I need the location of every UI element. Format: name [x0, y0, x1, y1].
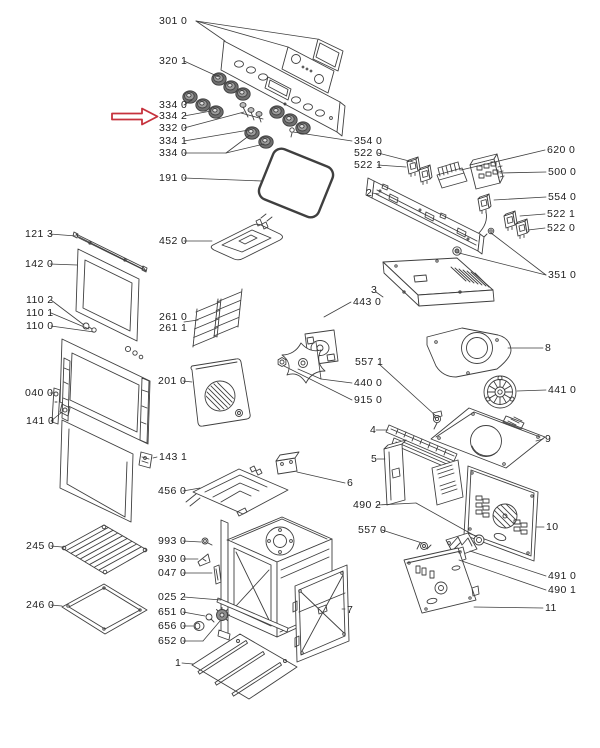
- part-number-620-0: 620 0: [547, 144, 576, 156]
- part-number-652-0: 652 0: [158, 635, 187, 647]
- part-number-490-2: 490 2: [353, 499, 382, 511]
- item-number-6: 6: [347, 477, 354, 489]
- part-number-110-1: 110 1: [26, 307, 54, 319]
- part-number-143-1: 143 1: [159, 451, 188, 463]
- part-number-491-0: 491 0: [548, 570, 577, 582]
- part-number-334-0: 334 0: [159, 147, 188, 159]
- part-number-930-0: 930 0: [158, 553, 187, 565]
- part-number-557-0: 557 0: [358, 524, 387, 536]
- item-number-7: 7: [347, 604, 354, 616]
- part-number-500-0: 500 0: [548, 166, 577, 178]
- part-number-261-1: 261 1: [159, 322, 188, 334]
- item-number-8: 8: [545, 342, 552, 354]
- part-number-121-3: 121 3: [25, 228, 54, 240]
- part-number-301-0: 301 0: [159, 15, 188, 27]
- item-number-11: 11: [545, 602, 557, 614]
- part-number-191-0: 191 0: [159, 172, 188, 184]
- part-number-047-0: 047 0: [158, 567, 187, 579]
- part-number-261-0: 261 0: [159, 311, 188, 323]
- item-number-3: 3: [371, 284, 378, 296]
- part-number-522-0: 522 0: [354, 147, 383, 159]
- item-number-2: 2: [366, 187, 373, 199]
- part-number-201-0: 201 0: [158, 375, 187, 387]
- part-number-443-0: 443 0: [353, 296, 382, 308]
- part-number-246-0: 246 0: [26, 599, 55, 611]
- part-number-025-2: 025 2: [158, 591, 187, 603]
- part-number-522-1: 522 1: [547, 208, 576, 220]
- part-number-245-0: 245 0: [26, 540, 55, 552]
- part-number-452-0: 452 0: [159, 235, 188, 247]
- part-number-522-1: 522 1: [354, 159, 383, 171]
- part-number-141-0: 141 0: [26, 415, 55, 427]
- part-number-993-0: 993 0: [158, 535, 187, 547]
- part-number-441-0: 441 0: [548, 384, 577, 396]
- item-number-5: 5: [371, 453, 378, 465]
- part-number-142-0: 142 0: [25, 258, 54, 270]
- part-number-440-0: 440 0: [354, 377, 383, 389]
- part-number-351-0: 351 0: [548, 269, 577, 281]
- part-number-656-0: 656 0: [158, 620, 187, 632]
- part-number-354-0: 354 0: [354, 135, 383, 147]
- part-number-334-1: 334 1: [159, 135, 188, 147]
- part-number-456-0: 456 0: [158, 485, 187, 497]
- part-number-334-2: 334 2: [159, 110, 188, 122]
- item-number-10: 10: [546, 521, 559, 533]
- part-number-332-0: 332 0: [159, 122, 188, 134]
- part-number-490-1: 490 1: [548, 584, 577, 596]
- part-number-110-2: 110 2: [26, 294, 54, 306]
- part-number-334-0: 334 0: [159, 99, 188, 111]
- part-number-110-0: 110 0: [26, 320, 54, 332]
- item-number-4: 4: [370, 424, 377, 436]
- part-number-915-0: 915 0: [354, 394, 383, 406]
- item-number-1: 1: [175, 657, 182, 669]
- part-number-040-0: 040 0: [25, 387, 54, 399]
- part-number-554-0: 554 0: [548, 191, 577, 203]
- part-number-557-1: 557 1: [355, 356, 384, 368]
- item-number-9: 9: [545, 433, 552, 445]
- part-number-522-0: 522 0: [547, 222, 576, 234]
- part-number-651-0: 651 0: [158, 606, 187, 618]
- part-number-320-1: 320 1: [159, 55, 188, 67]
